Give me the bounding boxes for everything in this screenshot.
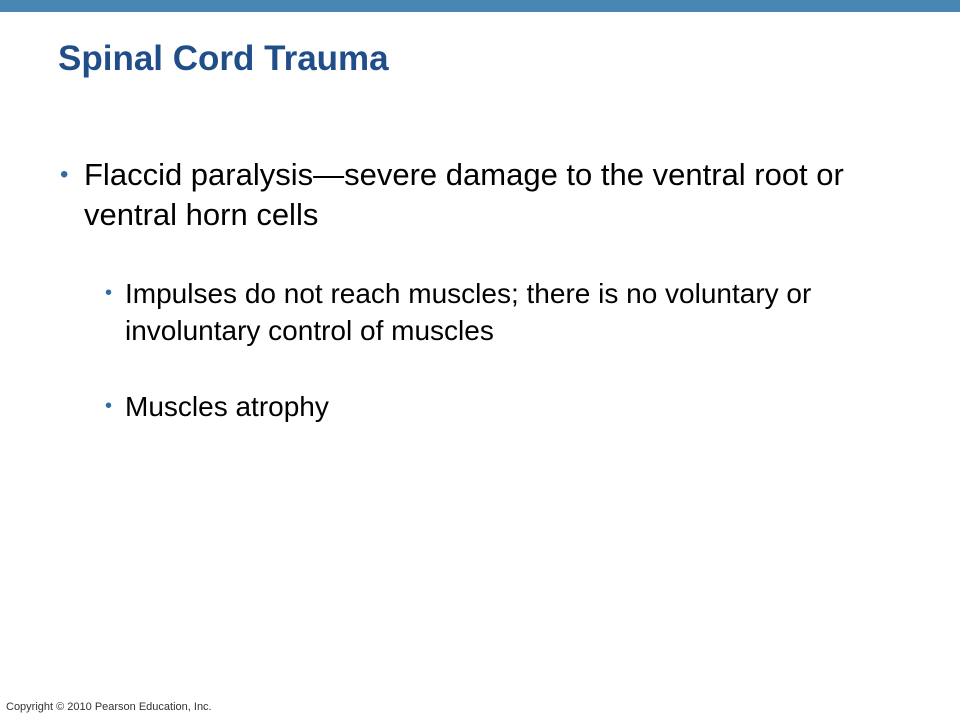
sub-bullet-text: Muscles atrophy [125, 391, 329, 422]
bullet-text: Flaccid paralysis—severe damage to the ventral root or ventral horn cells [84, 157, 844, 232]
top-accent-bar [0, 0, 960, 12]
sub-bullet-impulses [105, 275, 905, 349]
copyright-notice: Copyright © 2010 Pearson Education, Inc. [6, 701, 212, 713]
sub-bullet-marker: • [105, 395, 113, 417]
bullet-marker: • [60, 161, 69, 188]
sub-bullet-text: Impulses do not reach muscles; there is no voluntary or involuntary control of muscles [125, 278, 812, 346]
sub-bullet-atrophy [105, 388, 905, 425]
slide-title: Spinal Cord Trauma [58, 39, 389, 78]
bullet-flaccid-paralysis [60, 155, 920, 235]
sub-bullet-marker: • [105, 282, 113, 304]
